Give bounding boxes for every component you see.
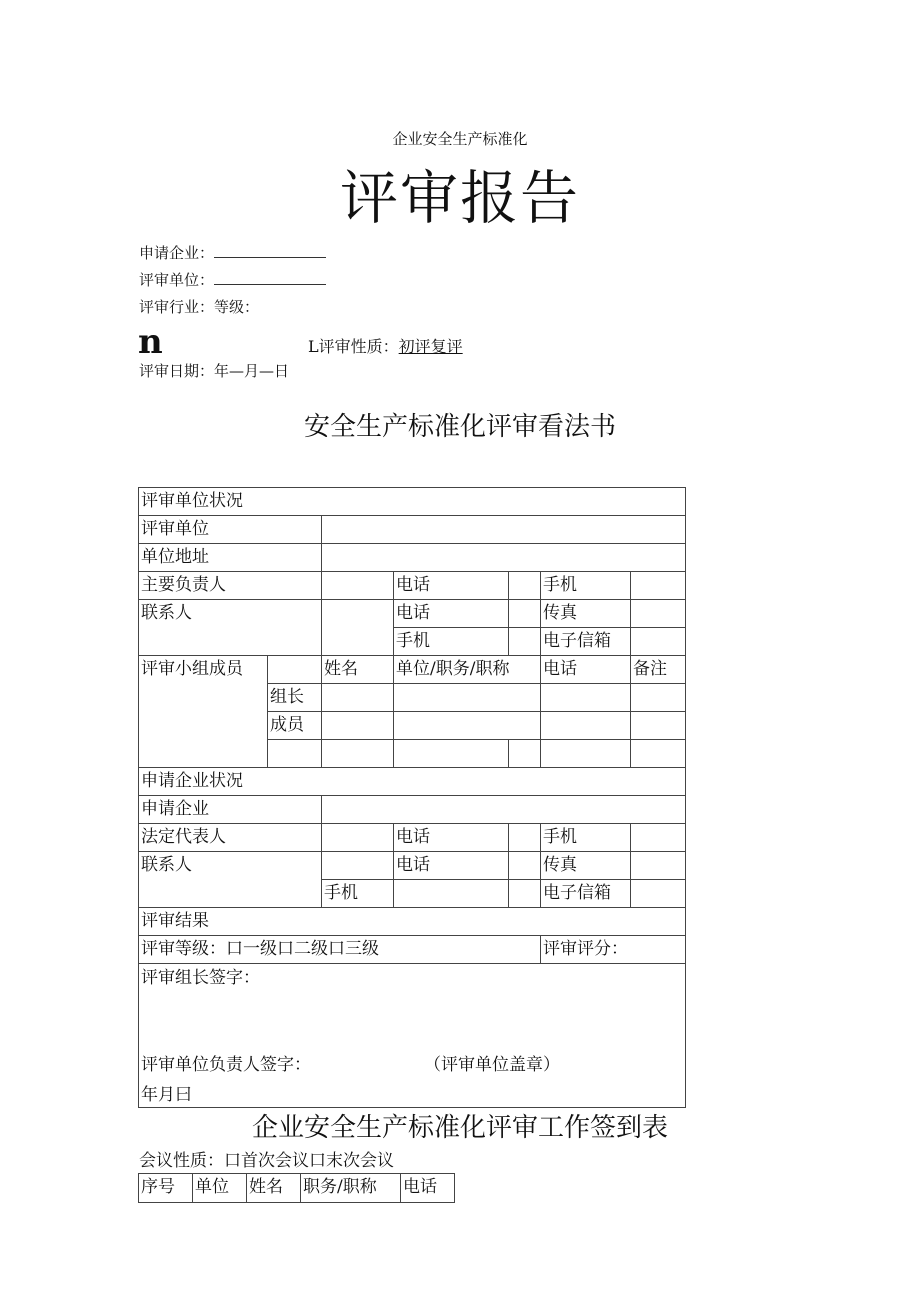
label-company-name: 申请企业 [139, 796, 322, 824]
leader-signature-label: 评审组长签字： [141, 968, 260, 988]
value-legal-rep[interactable] [322, 824, 394, 852]
stray-glyph: n [138, 322, 163, 362]
value-legal-phone[interactable] [509, 824, 541, 852]
reviewer-blank[interactable] [214, 270, 326, 285]
applicant-blank[interactable] [214, 243, 326, 258]
label-leader-mobile: 手机 [541, 572, 631, 600]
label-score: 评审评分： [541, 936, 686, 964]
team-blank-b[interactable] [322, 740, 394, 768]
value-member-note[interactable] [631, 712, 686, 740]
label-company-phone: 电话 [394, 852, 509, 880]
label-unit-name: 评审单位 [139, 516, 322, 544]
value-member-name[interactable] [322, 712, 394, 740]
report-title: 评审报告 [339, 164, 580, 232]
label-unit-address: 单位地址 [139, 544, 322, 572]
col-header-phone: 电话 [541, 656, 631, 684]
team-blank-e[interactable] [541, 740, 631, 768]
signin-title: 企业安全生产标准化评审工作签到表 [251, 1113, 668, 1143]
reviewer-label: 评审单位： [139, 271, 215, 289]
team-header-blank [268, 656, 322, 684]
reviewer-field [139, 270, 326, 290]
opinion-title: 安全生产标准化评审看法书 [303, 412, 616, 442]
label-legal-mobile: 手机 [541, 824, 631, 852]
col-header-name: 姓名 [322, 656, 394, 684]
value-member-phone[interactable] [541, 712, 631, 740]
label-company-fax: 传真 [541, 852, 631, 880]
label-team-members: 评审小组成员 [139, 656, 268, 768]
value-contact-phone[interactable] [509, 600, 541, 628]
industry-field: 评审行业：等级： [139, 298, 260, 316]
label-legal-phone: 电话 [394, 824, 509, 852]
label-contact-fax: 传真 [541, 600, 631, 628]
label-company-contact: 联系人 [139, 852, 322, 908]
value-legal-mobile[interactable] [631, 824, 686, 852]
review-nature [308, 337, 463, 357]
nature-label: L评审性质： [308, 337, 399, 356]
report-subtitle: 企业安全生产标准化 [392, 130, 528, 148]
team-blank-c[interactable] [394, 740, 509, 768]
label-contact-email: 电子信箱 [541, 628, 631, 656]
label-unit-contact: 联系人 [139, 600, 322, 656]
value-company-phone[interactable] [509, 852, 541, 880]
value-leader-position[interactable] [394, 684, 541, 712]
signin-col-name: 姓名 [247, 1174, 301, 1203]
value-leader-name[interactable] [322, 684, 394, 712]
label-company-mobile: 手机 [322, 880, 394, 908]
value-unit-name[interactable] [322, 516, 686, 544]
value-unit-contact[interactable] [322, 600, 394, 656]
signin-table [138, 1173, 455, 1203]
label-leader-phone: 电话 [394, 572, 509, 600]
team-blank-d[interactable] [509, 740, 541, 768]
review-date: 评审日期：年—月—日 [139, 362, 290, 380]
value-contact-email[interactable] [631, 628, 686, 656]
signin-header-row [139, 1174, 455, 1203]
col-header-position: 单位/职务/职称 [394, 656, 541, 684]
value-contact-mobile[interactable] [509, 628, 541, 656]
applicant-label: 申请企业： [139, 244, 215, 262]
team-blank-f[interactable] [631, 740, 686, 768]
label-team-leader: 组长 [268, 684, 322, 712]
signin-col-phone: 电话 [401, 1174, 455, 1203]
value-unit-address[interactable] [322, 544, 686, 572]
value-contact-fax[interactable] [631, 600, 686, 628]
unit-head-signature-label: 评审单位负责人签字： [141, 1055, 311, 1075]
value-member-position[interactable] [394, 712, 541, 740]
value-company-contact[interactable] [322, 852, 394, 880]
label-team-member: 成员 [268, 712, 322, 740]
value-company-name[interactable] [322, 796, 686, 824]
value-leader-phone[interactable] [509, 572, 541, 600]
value-company-fax[interactable] [631, 852, 686, 880]
signature-date: 年月曰 [141, 1085, 192, 1105]
meeting-type[interactable]: 会议性质：口首次会议口末次会议 [139, 1151, 394, 1171]
label-contact-mobile: 手机 [394, 628, 509, 656]
company-mobile-extra[interactable] [509, 880, 541, 908]
signin-col-position: 职务/职称 [301, 1174, 401, 1203]
grade-options[interactable]: 评审等级：口一级口二级口三级 [139, 936, 541, 964]
label-legal-rep: 法定代表人 [139, 824, 322, 852]
label-unit-leader: 主要负责人 [139, 572, 322, 600]
applicant-field [139, 243, 326, 263]
col-header-note: 备注 [631, 656, 686, 684]
value-leader-note[interactable] [631, 684, 686, 712]
opinion-form [138, 487, 686, 1108]
signature-box [139, 964, 686, 1108]
signin-col-number: 序号 [139, 1174, 193, 1203]
section-result: 评审结果 [139, 908, 686, 936]
value-unit-leader[interactable] [322, 572, 394, 600]
value-company-mobile[interactable] [394, 880, 509, 908]
section-company-status: 申请企业状况 [139, 768, 686, 796]
nature-options[interactable]: 初评复评 [398, 337, 463, 356]
signin-col-unit: 单位 [193, 1174, 247, 1203]
value-leader-mobile[interactable] [631, 572, 686, 600]
team-blank-a[interactable] [268, 740, 322, 768]
value-company-email[interactable] [631, 880, 686, 908]
value-leader-phone-2[interactable] [541, 684, 631, 712]
label-contact-phone: 电话 [394, 600, 509, 628]
label-company-email: 电子信箱 [541, 880, 631, 908]
unit-seal-label: （评审单位盖章） [424, 1055, 560, 1075]
section-unit-status: 评审单位状况 [139, 488, 686, 516]
